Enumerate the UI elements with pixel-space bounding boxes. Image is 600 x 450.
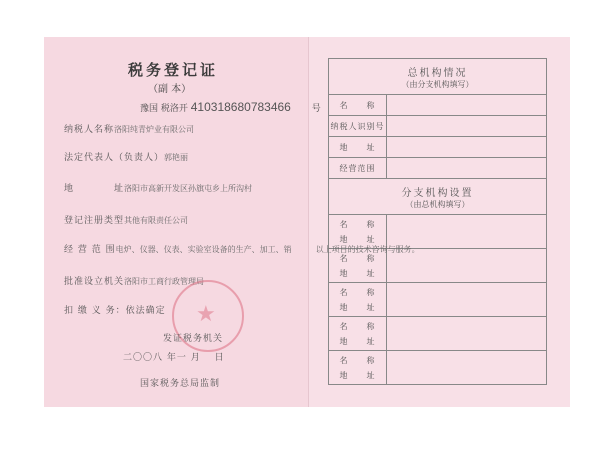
field-business-scope [64, 237, 420, 256]
branch-section-note: （由总机构填写） [405, 199, 470, 209]
certificate-subtitle: （副 本） [148, 84, 192, 95]
supervisor-footer: 国家税务总局监制 [140, 379, 221, 389]
field-value: 洛阳纯青炉业有限公司 [114, 125, 195, 134]
field-taxpayer-name [64, 117, 194, 136]
branch-address-label: 地 址 [339, 336, 376, 346]
field-label: 登记注册类型 [64, 216, 125, 226]
branch-name-label: 名 称 [339, 355, 376, 365]
hq-row-value [387, 137, 547, 158]
field-value: 其他有限责任公司 [124, 216, 189, 225]
hq-row-value [387, 95, 547, 116]
branch-name-label: 名 称 [339, 321, 376, 331]
field-label: 地 址 [64, 184, 125, 194]
hq-row-label: 地 址 [329, 137, 387, 158]
branch-section-header [329, 179, 547, 215]
hq-section-header [329, 59, 547, 95]
field-value: 郭艳丽 [164, 153, 189, 162]
field-withholding-duty [64, 298, 166, 317]
branch-address-label: 地 址 [339, 234, 376, 244]
branch-address-label: 地 址 [339, 268, 376, 278]
field-value: 洛阳市工商行政管理局 [124, 277, 205, 286]
hq-section-note: （由分支机构填写） [401, 79, 474, 89]
field-value: 电炉、仪器、仪表、实验室设备的生产、加工、销 以上项目的技术咨询与服务。 [115, 245, 420, 254]
branch-row-labels [329, 283, 387, 317]
field-label: 纳税人名称 [64, 125, 115, 135]
hq-row-label: 经营范围 [329, 158, 387, 179]
field-approval-authority [64, 269, 204, 288]
hq-row-label: 纳税人识别号 [329, 116, 387, 137]
branch-address-label: 地 址 [339, 302, 376, 312]
branch-name-label: 名 称 [339, 287, 376, 297]
registration-number-line [140, 100, 321, 114]
branch-name-label: 名 称 [339, 253, 376, 263]
issuing-authority: 发证税务机关 [163, 334, 224, 344]
field-legal-representative [64, 145, 188, 164]
hq-section-title: 总机构情况 [407, 67, 468, 79]
seal-star-icon: ★ [196, 302, 216, 327]
branch-section-title: 分支机构设置 [401, 187, 474, 199]
number-suffix: 号 [311, 104, 321, 114]
hq-row-label: 名 称 [329, 95, 387, 116]
branch-row-labels [329, 351, 387, 385]
number-prefix: 豫国 税洛开 [140, 104, 188, 114]
issue-date: 二〇〇八 年一 月 日 [123, 353, 225, 363]
hq-row-value [387, 158, 547, 179]
branch-address-label: 地 址 [339, 370, 376, 380]
field-address [64, 176, 252, 195]
field-value: 依法确定 [125, 306, 166, 316]
field-label: 经 营 范 围 [64, 245, 116, 255]
hq-row-value [387, 116, 547, 137]
branch-info-table [328, 58, 547, 385]
registration-number: 410318680783466 [190, 100, 291, 114]
branch-row-value [387, 351, 547, 385]
field-value: 洛阳市高新开发区孙旗屯乡上所沟村 [124, 184, 253, 193]
branch-row-value [387, 283, 547, 317]
field-label: 法定代表人（负责人） [64, 153, 165, 163]
certificate-title: 税务登记证 [128, 61, 219, 79]
branch-name-label: 名 称 [339, 219, 376, 229]
field-label: 扣 缴 义 务： [64, 306, 126, 316]
field-label: 批准设立机关 [64, 277, 125, 287]
branch-row-labels [329, 317, 387, 351]
field-registration-type [64, 208, 188, 227]
branch-row-value [387, 317, 547, 351]
